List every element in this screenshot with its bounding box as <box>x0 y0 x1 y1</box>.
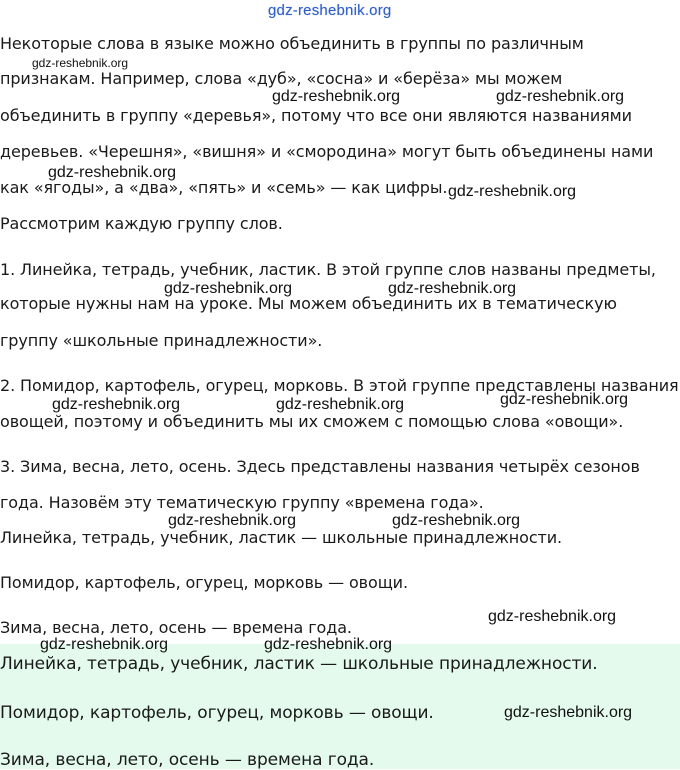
watermark: gdz-reshebnik.org <box>504 704 633 721</box>
text-line: которые нужны нам на уроке. Мы можем объединить их в тематическую <box>0 294 617 313</box>
header-watermark: gdz-reshebnik.org <box>268 2 392 19</box>
answer-line: Линейка, тетрадь, учебник, ластик — школьные принадлежности. <box>0 654 598 674</box>
text-line: овощей, поэтому и объединить мы их сможем с помощью слова «овощи». <box>0 412 624 431</box>
result-line: Помидор, картофель, огурец, морковь — овощи. <box>0 573 408 592</box>
text-line: как «ягоды», а «два», «пять» и «семь» — как цифры. <box>0 178 448 197</box>
result-line: Зима, весна, лето, осень — времена года. <box>0 618 352 637</box>
watermark: gdz-reshebnik.org <box>48 164 177 181</box>
text-line: объединить в группу «деревья», потому что все они являются названиями <box>0 106 632 125</box>
watermark: gdz-reshebnik.org <box>388 280 517 297</box>
text-line: признакам. Например, слова «дуб», «сосна» и «берёза» мы можем <box>0 69 563 88</box>
watermark: gdz-reshebnik.org <box>32 56 129 70</box>
answer-line: Зима, весна, лето, осень — времена года. <box>0 750 375 770</box>
consider-line: Рассмотрим каждую группу слов. <box>0 214 283 233</box>
watermark: gdz-reshebnik.org <box>500 391 629 408</box>
watermark: gdz-reshebnik.org <box>164 280 293 297</box>
watermark: gdz-reshebnik.org <box>40 636 169 653</box>
watermark: gdz-reshebnik.org <box>264 636 393 653</box>
watermark: gdz-reshebnik.org <box>496 88 625 105</box>
watermark: gdz-reshebnik.org <box>276 396 405 413</box>
watermark: gdz-reshebnik.org <box>488 608 617 625</box>
text-line: Некоторые слова в языке можно объединить в группы по различным <box>0 34 584 53</box>
text-line: группу «школьные принадлежности». <box>0 331 323 350</box>
watermark: gdz-reshebnik.org <box>52 396 181 413</box>
text-line: 1. Линейка, тетрадь, учебник, ластик. В этой группе слов названы предметы, <box>0 260 656 279</box>
result-line: Линейка, тетрадь, учебник, ластик — школьные принадлежности. <box>0 528 563 547</box>
answer-line: Помидор, картофель, огурец, морковь — овощи. <box>0 703 434 723</box>
watermark: gdz-reshebnik.org <box>448 183 577 200</box>
text-line: года. Назовём эту тематическую группу «времена года». <box>0 493 484 512</box>
watermark: gdz-reshebnik.org <box>168 512 297 529</box>
watermark: gdz-reshebnik.org <box>272 88 401 105</box>
text-line: 2. Помидор, картофель, огурец, морковь. В этой группе представлены названия <box>0 376 679 395</box>
watermark: gdz-reshebnik.org <box>392 512 521 529</box>
text-line: деревьев. «Черешня», «вишня» и «смородина» могут быть объединены нами <box>0 142 654 161</box>
text-line: 3. Зима, весна, лето, осень. Здесь представлены названия четырёх сезонов <box>0 457 640 476</box>
